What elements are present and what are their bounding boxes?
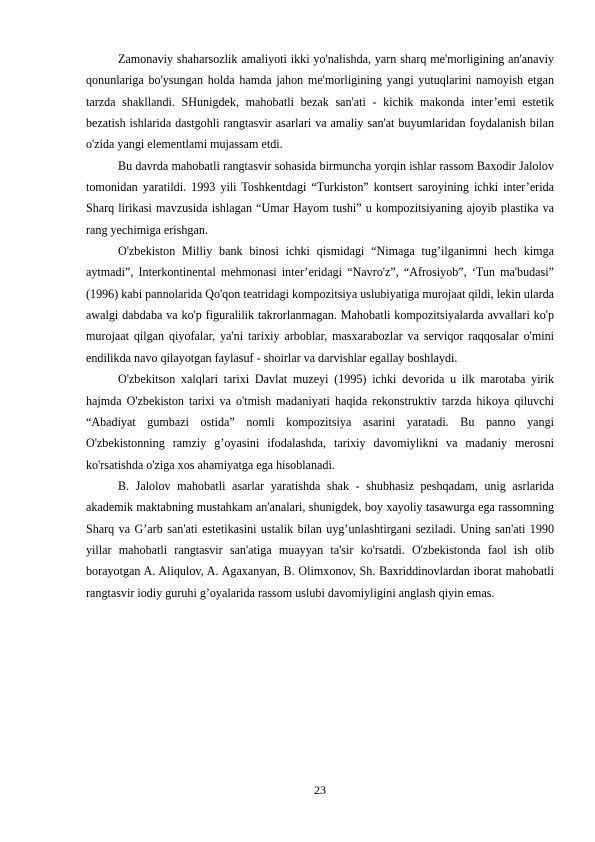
page-number: 23 [314,783,326,797]
paragraph-1: Zamonaviy shaharsozlik amaliyoti ikki yo'nalishda, yarn sharq me'morligining an'anaviy qonunlariga bo'ysungan holda hamda jahon me'morligining yangi yutuqlarini namoyish etgan tarzda shakllandi. SHunigdek, mahobatli bezak san'ati - kichik makonda inter’emi estetik bezatish ishlarida dastgohli rangtasvir asarlari va amaliy san'at buyumlaridan foydalanish bilan o'zida yangi elementlami mujassam etdi. [86,52,554,152]
paragraph-3: O'zbekiston Milliy bank binosi ichki qismidagi “Nimaga tug’ilganimni hech kimga aytmadi”, Interkontinental mehmonasi inter’eridagi “Navro'z”, “Afrosiyob”, ‘Tun ma'budasi” (1996) kabi pannolarida Qo'qon teatridagi kompozitsiya uslubiyatiga murojaat qildi, lekin ularda awalgi dabdaba va ko'p figuralilik takrorlanmagan. Mahobatli kompozitsiyalarda avvallari ko'p murojaat qilgan qiyofalar, ya'ni tarixiy arboblar, masxarabozlar va serviqor raqqosalar o'mini endilikda navo qilayotgan faylasuf - shoirlar va darvishlar egallay boshlaydi. [86,244,555,365]
paragraph-4: O'zbekitson xalqlari tarixi Davlat muzeyi (1995) ichki devorida u ilk marotaba yirik hajmda O'zbekiston tarixi va o'tmish madaniyati haqida rekonstruktiv tarzda hikoya qiluvchi “Abadiyat gumbazi ostida” nomli kompozitsiya asarini yaratadi. Bu panno yangi O'zbekistonning ramziy g’oyasini ifodalashda, tarixiy davomiylikni va madaniy merosni ko'rsatishda o'ziga xos ahamiyatga ega hisoblanadi. [86,372,554,472]
paragraph-2: Bu davrda mahobatli rangtasvir sohasida birmuncha yorqin ishlar rassom Baxodir Jalolov tomonidan yaratildi. 1993 yili Toshkentdagi “Turkiston” kontsert saroyining ichki inter’erida Sharq lirikasi mavzusida ishlagan “Umar Hayom tushi” u kompozitsiyaning ajoyib plastika va rang yechimiga erishgan. [86,158,554,237]
page-body [86,49,554,604]
paragraph-5: B. Jalolov mahobatli asarlar yaratishda shak - shubhasiz peshqadam, unig asrlarida akademik maktabning mustahkam an'analari, shunigdek, boy xayoliy tasawurga ega rassomning Sharq va G’arb san'ati estetikasini ustalik bilan uyg’unlashtirgani seziladi. Uning san'ati 1990 yillar mahobatli rangtasvir san'atiga muayyan ta'sir ko'rsatdi. O'zbekistonda faol ish olib borayotgan A. Aliqulov, A. Agaxanyan, B. Olimxonov, Sh. Baxriddinovlardan iborat mahobatli rangtasvir iodiy guruhi g’oyalarida rassom uslubi davomiyligini anglash qiyin emas. [86,478,554,600]
